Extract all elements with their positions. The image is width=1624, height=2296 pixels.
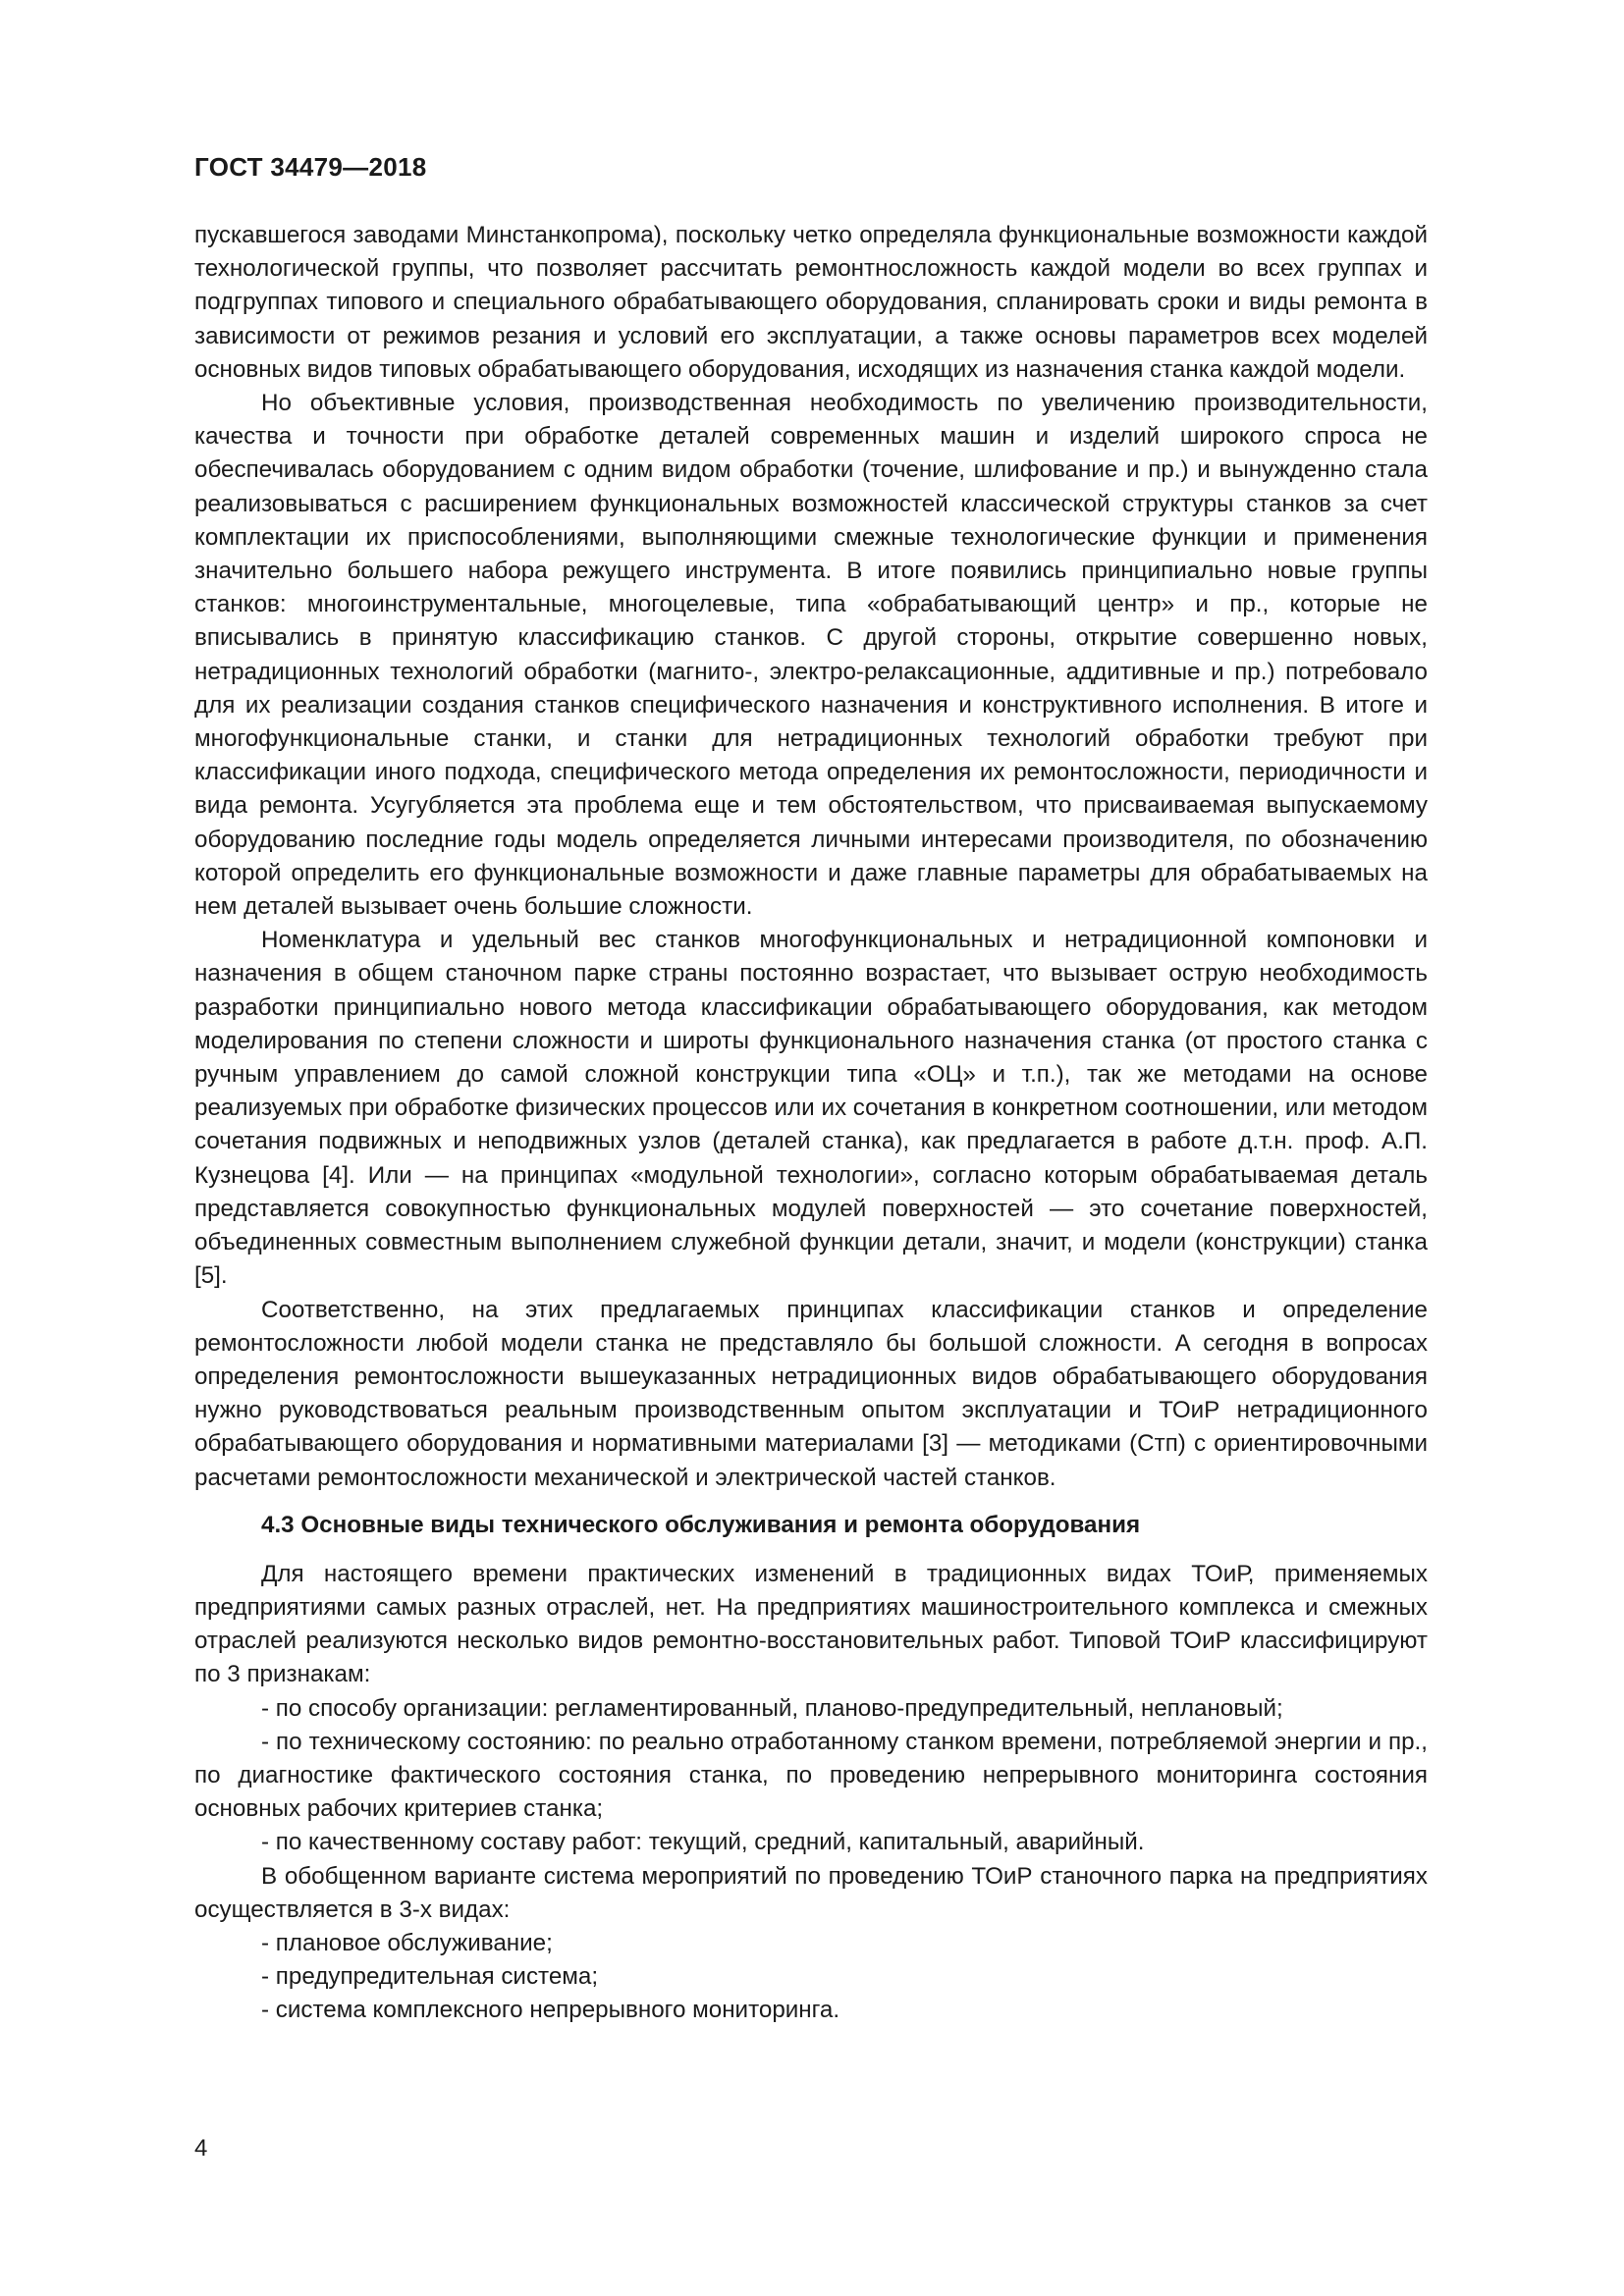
document-header: ГОСТ 34479—2018 bbox=[194, 152, 427, 182]
document-body bbox=[194, 219, 1428, 2028]
paragraph: Но объективные условия, производственная необходимость по увеличению производительности, качества и точности при обработке деталей современных машин и изделий широкого спроса не обеспечивалась оборудованием с одним видом обработки (точение, шлифование и пр.) и вынужденно стала реализовываться с расширением функциональных возможностей классической структуры станков за счет комплектации их приспособлениями, выполняющими смежные технологические функции и применения значительно большего набора режущего инструмента. В итоге появились принципиально новые группы станков: многоинструментальные, многоцелевые, типа «обрабатывающий центр» и пр., которые не вписывались в принятую классификацию станков. С другой стороны, открытие совершенно новых, нетрадиционных технологий обработки (магнито-, электро-релаксационные, аддитивные и пр.) потребовало для их реализации создания станков специфического назначения и конструктивного исполнения. В итоге и многофункциональные станки, и станки для нетрадиционных технологий обработки требуют при классификации иного подхода, специфического метода определения их ремонтосложности, периодичности и вида ремонта. Усугубляется эта проблема еще и тем обстоятельством, что присваиваемая выпускаемому оборудованию последние годы модель определяется личными интересами производителя, по обозначению которой определить его функциональные возможности и даже главные параметры для обрабатываемых на нем деталей вызывает очень большие сложности. bbox=[194, 390, 1428, 921]
paragraph-continuation: пускавшегося заводами Минстанкопрома), поскольку четко определяла функциональные возможности каждой технологической группы, что позволяет рассчитать ремонтносложность каждой модели во всех группах и подгруппах типового и специального обрабатывающего оборудования, спланировать сроки и виды ремонта в зависимости от режимов резания и условий его эксплуатации, а также основы параметров всех моделей основных видов типовых обрабатывающего оборудования, исходящих из назначения станка каждой модели. bbox=[194, 222, 1428, 383]
paragraph: - по качественному составу работ: текущий, средний, капитальный, аварийный. bbox=[261, 1829, 1145, 1856]
list-item: - система комплексного непрерывного мониторинга. bbox=[261, 1997, 840, 2024]
paragraph: Для настоящего времени практических изменений в традиционных видах ТОиР, применяемых предприятиями самых разных отраслей, нет. На предприятиях машиностроительного комплекса и смежных отраслей реализуются несколько видов ремонтно-восстановительных работ. Типовой ТОиР классифицируют по 3 признакам: bbox=[194, 1560, 1428, 1688]
page-number: 4 bbox=[194, 2135, 208, 2162]
paragraph: В обобщенном варианте система мероприятий по проведению ТОиР станочного парка на предприятиях осуществляется в 3-х видах: bbox=[194, 1862, 1428, 1923]
paragraph: Соответственно, на этих предлагаемых принципах классификации станков и определение ремонтосложности любой модели станка не представляло бы большой сложности. А сегодня в вопросах определения ремонтосложности вышеуказанных нетрадиционных видов обрабатывающего оборудования нужно руководствоваться реальным производственным опытом эксплуатации и ТОиР нетрадиционного обрабатывающего оборудования и нормативными материалами [3] — методиками (Стп) с ориентировочными расчетами ремонтосложности механической и электрической частей станков. bbox=[194, 1296, 1428, 1491]
section-heading: 4.3 Основные виды технического обслуживания и ремонта оборудования bbox=[261, 1511, 1141, 1538]
paragraph: - по техническому состоянию: по реально отработанному станком времени, потребляемой энергии и пр., по диагностике фактического состояния станка, по проведению непрерывного мониторинга состояния основных рабочих критериев станка; bbox=[194, 1728, 1428, 1823]
paragraph: Номенклатура и удельный вес станков многофункциональных и нетрадиционной компоновки и назначения в общем станочном парке страны постоянно возрастает, что вызывает острую необходимость разработки принципиально нового метода классификации обрабатывающего оборудования, как методом моделирования по степени сложности и широты функционального назначения станка (от простого станка с ручным управлением до самой сложной конструкции типа «ОЦ» и т.п.), так же методами на основе реализуемых при обработке физических процессов или их сочетания в конкретном соотношении, или методом сочетания подвижных и неподвижных узлов (деталей станка), как предлагается в работе д.т.н. проф. А.П. Кузнецова [4]. Или — на принципах «модульной технологии», согласно которым обрабатываемая деталь представляется совокупностью функциональных модулей поверхностей — это сочетание поверхностей, объединенных совместным выполнением служебной функции детали, значит, и модели (конструкции) станка [5]. bbox=[194, 927, 1428, 1290]
list-item: - предупредительная система; bbox=[261, 1963, 599, 1991]
list-item: - плановое обслуживание; bbox=[261, 1929, 553, 1956]
paragraph: - по способу организации: регламентированный, планово-предупредительный, неплановый; bbox=[261, 1694, 1283, 1722]
